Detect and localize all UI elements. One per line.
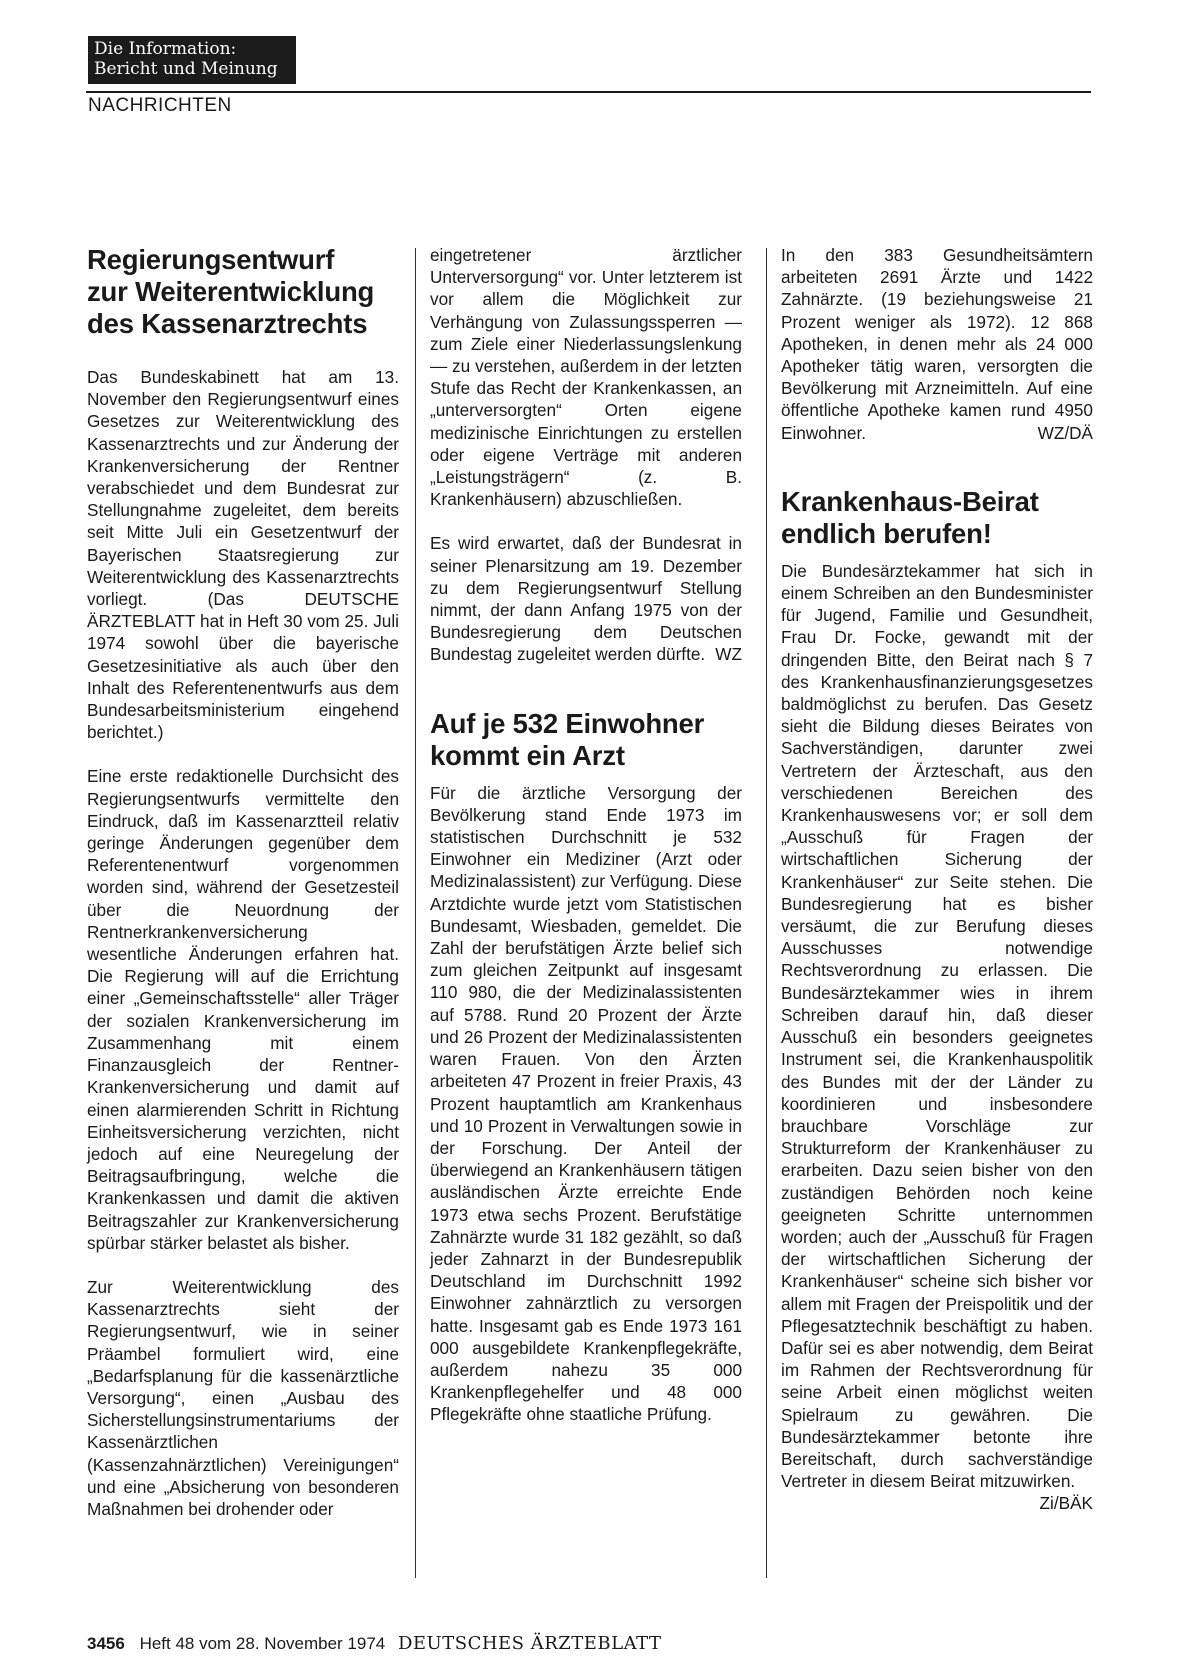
article-1-paragraph: Das Bundeskabinett hat am 13. November den Regierungsentwurf eines Gesetzes zur Weiterentwicklung des Kassenarztrechts und zur Änderung der Krankenversicherung der Rentner verabschiedet und dem Bundesrat zur Stellungnahme zugeleitet, dem bereits seit Mitte Juli ein Gesetzentwurf der Bayerischen Staatsregierung zur Weiterentwicklung des Kassenarztrechts vorliegt. (Das DEUTSCHE ÄRZTEBLATT hat in Heft 30 vom 25. Juli 1974 sowohl über die bayerische Gesetzesinitiative als auch über den Inhalt des Referentenentwurfs aus dem Bundesarbeitsministerium eingehend berichtet.) <box>87 367 399 743</box>
article-3-title: Krankenhaus-Beirat endlich berufen! <box>781 485 1039 549</box>
article-2-paragraph: In den 383 Gesundheitsämtern arbeiteten 2691 Ärzte und 1422 Zahnärzte. (19 beziehungsweise 21 Prozent weniger als 1972). 12 868 Apotheken, in denen mehr als 24 000 Apotheker tätig waren, versorgten die Bevölkerung mit Arzneimitteln. Auf eine öffentliche Apotheke kamen rund 4950 Einwohner. WZ/DÄ <box>781 245 1093 443</box>
page-number: 3456 <box>87 1634 125 1653</box>
article-1-paragraph: eingetretener ärztlicher Unterversorgung“ vor. Unter letzterem ist vor allem die Möglichkeit zur Verhängung von Zulassungssperren — zum Ziele einer Niederlassungslenkung — zu verstehen, außerdem in der letzten Stufe das Recht der Krankenkassen, an „unterversorgten“ Orten eigene medizinische Einrichtungen zu erstellen oder eigene Verträge mit anderen „Leistungsträgern“ (z. B. Krankenhäusern) abzuschließen. <box>430 245 742 510</box>
article-2-signature: WZ/DÄ <box>1037 422 1093 443</box>
rubric-badge <box>88 36 296 84</box>
issue-info: Heft 48 vom 28. November 1974 <box>139 1634 386 1653</box>
column-divider <box>766 248 767 1578</box>
page-footer <box>87 1633 661 1654</box>
rubric-line-2: Bericht und Meinung <box>94 59 278 79</box>
article-1-paragraph: Es wird erwartet, daß der Bundesrat in seiner Plenarsitzung am 19. Dezember zu dem Regierungsentwurf Stellung nimmt, der dann Anfang 1975 von der Bundesregierung dem Deutschen Bundestag zugeleitet werden dürfte. WZ <box>430 533 742 665</box>
header-rule <box>86 91 1091 93</box>
article-2-title: Auf je 532 Einwohner kommt ein Arzt <box>430 707 705 771</box>
column-1 <box>87 244 399 1520</box>
column-2 <box>430 244 742 1426</box>
article-1-paragraph: Eine erste redaktionelle Durchsicht des Regierungsentwurfs vermittelte den Eindruck, daß im Kassenarztteil relativ geringe Änderungen gegenüber dem Referentenentwurf vorgenommen worden sind, während der Gesetzesteil über die Neuordnung der Rentnerkrankenversicherung wesentliche Änderungen erfahren hat. Die Regierung will auf die Errichtung einer „Gemeinschaftsstelle“ aller Träger der sozialen Krankenversicherung im Zusammenhang mit einem Finanzausgleich der Rentner-Krankenversicherung und damit auf einen alarmierenden Schritt in Richtung Einheitsversicherung verzichten, nicht jedoch auf eine Neuregelung der Beitragsaufbringung, welche die Krankenkassen und damit die aktiven Beitragszahler zur Krankenversicherung spürbar stärker belastet als bisher. <box>87 766 399 1253</box>
section-label: NACHRICHTEN <box>88 95 232 116</box>
article-1-title: Regierungsentwurf zur Weiterentwicklung des Kassenarztrechts <box>87 244 375 339</box>
article-1-paragraph: Zur Weiterentwicklung des Kassenarztrechts sieht der Regierungsentwurf, wie in seiner Präambel formuliert wird, eine „Bedarfsplanung für die kassenärztliche Versorgung“, einen „Ausbau des Sicherstellungsinstrumentariums der Kassenärztlichen (Kassenzahnärztlichen) Vereinigungen“ und eine „Absicherung von besonderen Maßnahmen bei drohender oder <box>87 1276 399 1519</box>
article-3-paragraph: Die Bundesärztekammer hat sich in einem Schreiben an den Bundesminister für Jugend, Familie und Gesundheit, Frau Dr. Focke, gewandt mit der dringenden Bitte, den Beirat nach § 7 des Krankenhausfinanzierungsgesetzes baldmöglichst zu berufen. Das Gesetz sieht die Bildung dieses Beirates von Sachverständigen, darunter zwei Vertretern der Ärzteschaft, aus den verschiedenen Bereichen des Krankenhauswesens vor; er soll dem „Ausschuß für Fragen der wirtschaftlichen Sicherung der Krankenhäuser“ zur Seite stehen. Die Bundesregierung hat es bisher versäumt, die zur Berufung dieses Ausschusses notwendige Rechtsverordnung zu erlassen. Die Bundesärztekammer wies in ihrem Schreiben darauf hin, daß dieser Ausschuß ein besonders geeignetes Instrument sei, die Krankenhauspolitik des Bundes mit der der Länder zu koordinieren und insbesondere brauchbare Vorschläge zur Strukturreform der Krankenhäuser zu erarbeiten. Dazu seien bisher von den zuständigen Behörden noch keine geeigneten Schritte unternommen worden; auch der „Ausschuß für Fragen der wirtschaftlichen Sicherung der Krankenhäuser“ scheine sich bisher vor allem mit Fragen der Preispolitik und der Pflegesatztechnik beschäftigt zu haben. Dafür sei es aber notwendig, dem Beirat im Rahmen der Rechtsverordnung für seine Arbeit einen möglichst weiten Spielraum zu gewähren. Die Bundesärztekammer betonte ihre Bereitschaft, durch sachverständige Vertreter in diesem Beirat mitzuwirken. Zi/BÄK <box>781 560 1093 1514</box>
column-divider <box>415 248 416 1578</box>
magazine-name: DEUTSCHES ÄRZTEBLATT <box>397 1633 662 1654</box>
rubric-line-1: Die Information: <box>94 39 237 59</box>
article-3-signature: Zi/BÄK <box>1039 1493 1093 1514</box>
article-2-paragraph: Für die ärztliche Versorgung der Bevölkerung stand Ende 1973 im statistischen Durchschnitt je 532 Einwohner ein Mediziner (Arzt oder Medizinalassistent) zur Verfügung. Diese Arztdichte wurde jetzt vom Statistischen Bundesamt, Wiesbaden, gemeldet. Die Zahl der berufstätigen Ärzte belief sich zum gleichen Zeitpunkt auf insgesamt 110 980, die der Medizinalassistenten auf 5788. Rund 20 Prozent der Ärzte und 26 Prozent der Medizinalassistenten waren Frauen. Von den Ärzten arbeiteten 47 Prozent in freier Praxis, 43 Prozent hauptamtlich am Krankenhaus und 10 Prozent in Verwaltungen sowie in der Forschung. Der Anteil der überwiegend an Krankenhäusern tätigen ausländischen Ärzte erreichte Ende 1973 etwa sechs Prozent. Berufstätige Zahnärzte wurde 31 182 gezählt, so daß jeder Zahnarzt in der Bundesrepublik Deutschland im Durchschnitt 1992 Einwohner zahnärztlich zu versorgen hatte. Insgesamt gab es Ende 1973 161 000 ausgebildete Krankenpflegekräfte, außerdem nahezu 35 000 Krankenpflegehelfer und 48 000 Pflegekräfte ohne staatliche Prüfung. <box>430 782 742 1425</box>
column-3 <box>781 244 1093 1515</box>
article-1-signature: WZ <box>715 644 742 665</box>
